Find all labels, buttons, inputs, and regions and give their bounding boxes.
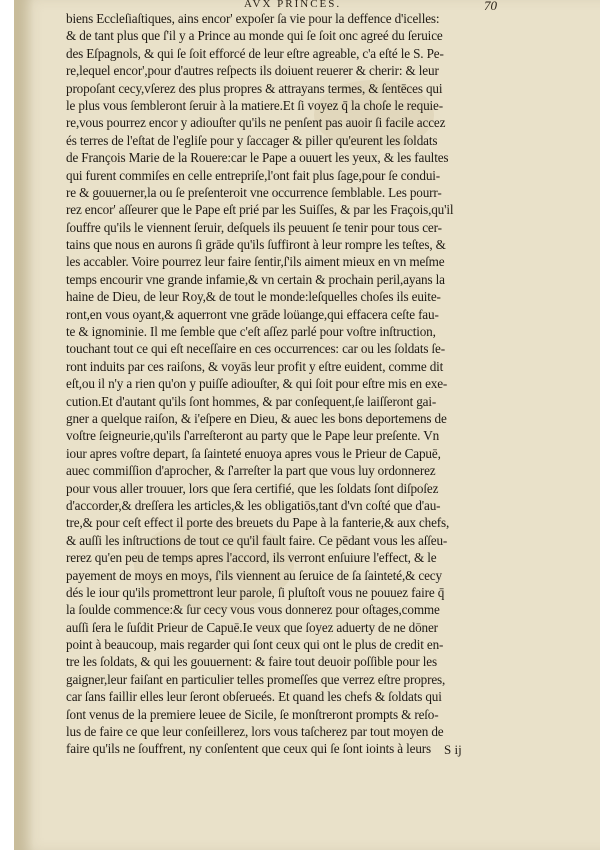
text-line: eſt,ou il n'y a rien qu'on y puiſſe adiouſter, & qui ſoit pour eſtre mis en exe- bbox=[66, 376, 448, 392]
text-line: auec commiſſion d'aprocher, & ſ'arreſter la part que vous luy ordonnerez bbox=[66, 463, 436, 479]
text-line: dés le iour qu'ils promettront leur parole, ſi pluſtoſt vous ne pouuez faire q̄ bbox=[66, 584, 445, 600]
text-line: & auſſi les inſtructions de tout ce qu'il fault faire. Ce pēdant vous les aſſeu- bbox=[66, 532, 448, 548]
text-line: auſſi ſera le ſuſdit Prieur de Capuē.Ie veux que ſoyez aduerty de ne dōner bbox=[66, 619, 438, 635]
text-line: haine de Dieu, de leur Roy,& de tout le monde:leſquelles choſes ils euite- bbox=[66, 289, 441, 305]
text-line: pour vous aller trouuer, lors que ſera certifié, que les ſoldats ſont diſpoſez bbox=[66, 480, 439, 496]
text-line: des Eſpagnols, & qui ſe ſoit efforcé de leur eſtre agreable, c'a eſté le S. Pe- bbox=[66, 45, 444, 61]
text-line: te & ignominie. Il me ſemble que c'eſt aſſez parlé pour voſtre inſtruction, bbox=[66, 324, 436, 340]
text-line: re & gouuerner,la ou ſe preſenteroit vne occurrence ſemblable. Les pourr- bbox=[66, 184, 442, 200]
text-line: point à beaucoup, mais regarder qui ſont ceux qui ont le plus de credit en- bbox=[66, 637, 444, 653]
text-line: faire qu'ils ne ſouffrent, ny conſentent que ceux qui ſe ſont ioints à leurs bbox=[66, 741, 432, 757]
text-line: tre les ſoldats, & qui les gouuernent: & faire tout deuoir poſſible pour les bbox=[66, 654, 437, 670]
body-text bbox=[66, 10, 536, 758]
text-line: propoſant cecy,vſerez des plus propres & attrayans termes, & ſentēces qui bbox=[66, 80, 443, 96]
text-line: payement de moys en moys, ſ'ils viennent au ſeruice de ſa ſainteté,& cecy bbox=[66, 567, 442, 583]
text-line: cution.Et d'autant qu'ils ſont hommes, & par conſequent,ſe laiſſeront gai- bbox=[66, 393, 437, 409]
text-line: ſont venus de la premiere leuee de Sicile, ſe monſtreront prompts & reſo- bbox=[66, 706, 439, 722]
text-line: ront induits par ces raiſons, & voyās leur profit y eſtre euident, comme dit bbox=[66, 358, 444, 374]
text-line: temps encourir vne grande infamie,& vn certain & prochain peril,ayans la bbox=[66, 271, 445, 287]
text-line: la ſoulde commence:& ſur cecy vous vous donnerez pour oſtages,comme bbox=[66, 602, 440, 618]
text-line: & de tant plus que ſ'il y a Prince au monde qui ſe ſoit onc agreé du ſeruice bbox=[66, 28, 443, 44]
text-line: gner a quelque raiſon, & i'eſpere en Dieu, & auec les bons deportemens de bbox=[66, 410, 447, 426]
text-line: voſtre ſeigneurie,qu'ils ſ'arreſteront au party que le Pape leur preſente. Vn bbox=[66, 428, 440, 444]
running-title: AVX PRINCES. bbox=[244, 0, 342, 10]
text-line: ſouffre qu'ils le viennent ſeruir, deſquels ils peuuent ſe tenir pour tous cer- bbox=[66, 219, 442, 235]
text-line: tre,& pour ceſt effect il porte des breuets du Pape à la fanterie,& aux chefs, bbox=[66, 515, 450, 531]
folio-number: 70 bbox=[484, 0, 497, 13]
page-gutter-shadow bbox=[14, 0, 34, 850]
text-line: qui furent commiſes en celle entrepriſe,l'ont fait plus ſage,pour ſe condui- bbox=[66, 167, 441, 183]
text-line: iour apres voſtre depart, ſa ſainteté enuoya apres vous le Prieur de Capuē, bbox=[66, 445, 441, 461]
book-page bbox=[14, 0, 600, 850]
text-line: le plus vous ſembleront ſeruir à la matiere.Et ſi voyez q̄ la choſe le requie- bbox=[66, 97, 443, 113]
text-line: de François Marie de la Rouere:car le Pape a ouuert les yeux, & les faultes bbox=[66, 150, 449, 166]
text-line: lus de faire ce que leur conſeillerez, lors vous taſcherez par tout moyen de bbox=[66, 724, 444, 740]
text-line: és terres de l'eſtat de l'egliſe pour y ſaccager & piller qu'eurent les ſoldats bbox=[66, 132, 438, 148]
text-line: re,lequel encor',pour d'autres reſpects ils doiuent reuerer & cherir: & leur bbox=[66, 63, 439, 79]
text-line: gaigner,leur faiſant en particulier telles promeſſes que verrez eſtre propres, bbox=[66, 671, 446, 687]
text-line: re,vous pourrez encor y adiouſter qu'ils ne penſent pas auoir ſi facile accez bbox=[66, 115, 446, 131]
text-line: ront,en vous oyant,& aquerront vne grāde loüange,qui effacera ceſte fau- bbox=[66, 306, 439, 322]
text-line: rerez qu'en peu de temps apres l'accord, ils verront enſuiure l'effect, & le bbox=[66, 550, 437, 566]
text-line: tains que nous en aurons ſi grāde qu'ils ſuffiront à leur rompre les teſtes, & bbox=[66, 237, 446, 253]
text-line: biens Eccleſiaſtiques, ains encor' expoſer ſa vie pour la deffence d'icelles: bbox=[66, 11, 440, 26]
text-line: les accabler. Voire pourrez leur faire ſentir,ſ'ils aiment mieux en vn meſme bbox=[66, 254, 445, 270]
text-line: touchant tout ce qui eſt neceſſaire en ces occurrences: car ou les ſoldats ſe- bbox=[66, 341, 445, 357]
text-line: car ſans faillir elles leur ſeront obſerueés. Et quand les chefs & ſoldats qui bbox=[66, 689, 442, 705]
text-line: d'accorder,& dreſſera les articles,& les obligatiōs,tant d'vn coſté que d'au- bbox=[66, 497, 441, 513]
signature-mark: S ij bbox=[444, 742, 462, 757]
text-line: rez encor' aſſeurer que le Pape eſt prié par les Suiſſes, & par les Fraçois,qu'il bbox=[66, 202, 454, 218]
